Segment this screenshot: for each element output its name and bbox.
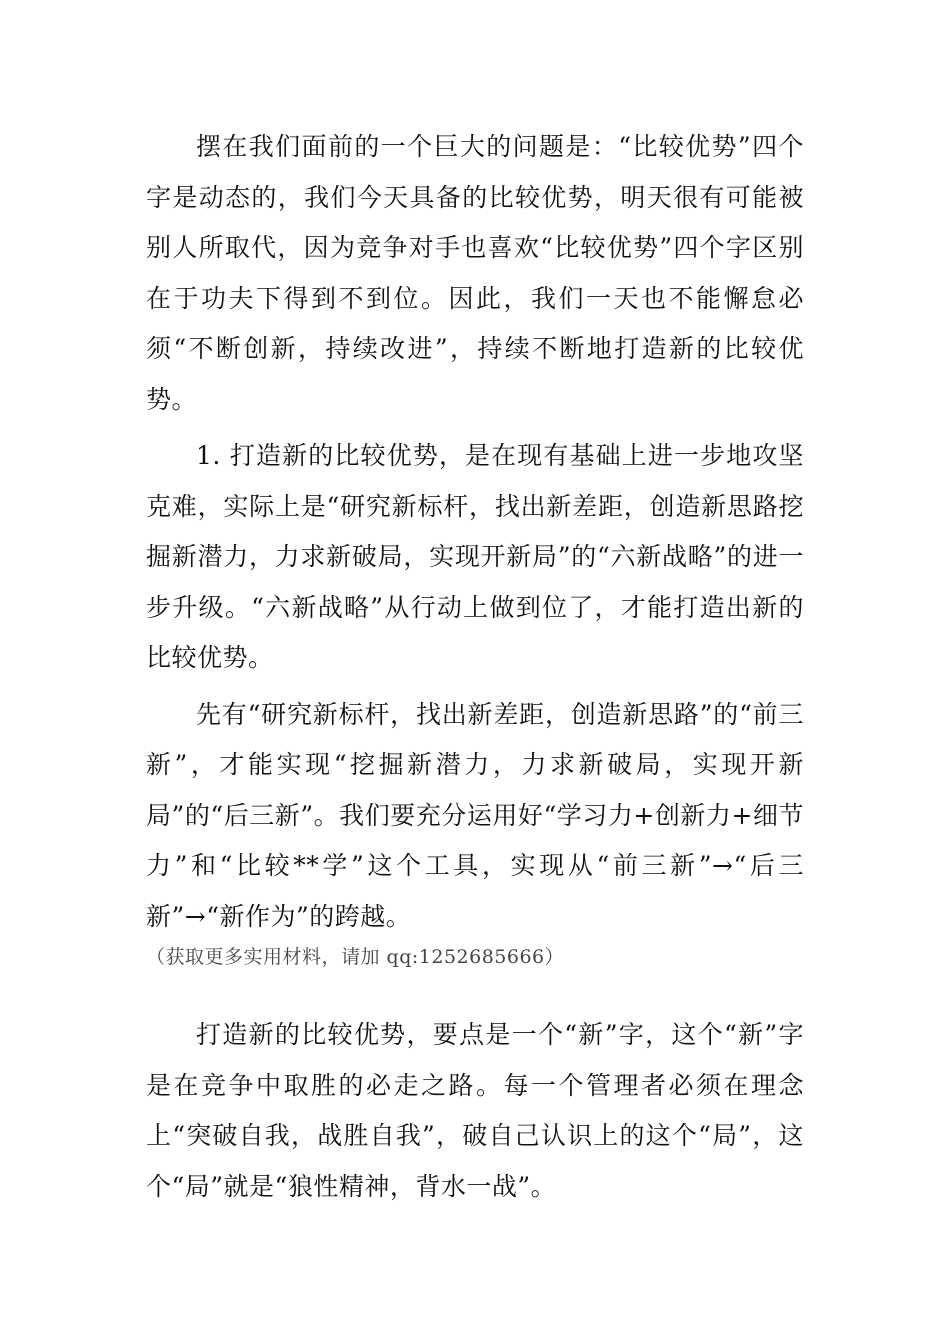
- paragraph-three-new-transition: 先有“研究新标杆，找出新差距，创造新思路”的“前三新”，才能实现“挖掘新潜力，力求新破局，实现开新局”的“后三新”。我们要充分运用好“学习力+创新力+细节力”和“比较**学”这个工具，实现从“前三新”→“后三新”→“新作为”的跨越。: [146, 699, 804, 931]
- document-page: [146, 122, 804, 1212]
- contact-note: （获取更多实用材料，请加 qq:1252685666）: [146, 946, 565, 968]
- paragraph-key-point-new: 打造新的比较优势，要点是一个“新”字，这个“新”字是在竞争中取胜的必走之路。每一个管理者必须在理念上“突破自我，战胜自我”，破自己认识上的这个“局”，这个“局”就是“狼性精神，背水一战”。: [146, 1020, 804, 1201]
- paragraph-six-new-strategy: 1. 打造新的比较优势，是在现有基础上进一步地攻坚克难，实际上是“研究新标杆，找出新差距，创造新思路挖掘新潜力，力求新破局，实现开新局”的“六新战略”的进一步升级。“六新战略”从行动上做到位了，才能打造出新的比较优势。: [146, 441, 804, 672]
- paragraph-comparative-advantage-problem: 摆在我们面前的一个巨大的问题是：“比较优势”四个字是动态的，我们今天具备的比较优势，明天很有可能被别人所取代，因为竞争对手也喜欢“比较优势”四个字区别在于功夫下得到不到位。因此，我们一天也不能懈怠必须“不断创新，持续改进”，持续不断地打造新的比较优势。: [146, 132, 804, 414]
